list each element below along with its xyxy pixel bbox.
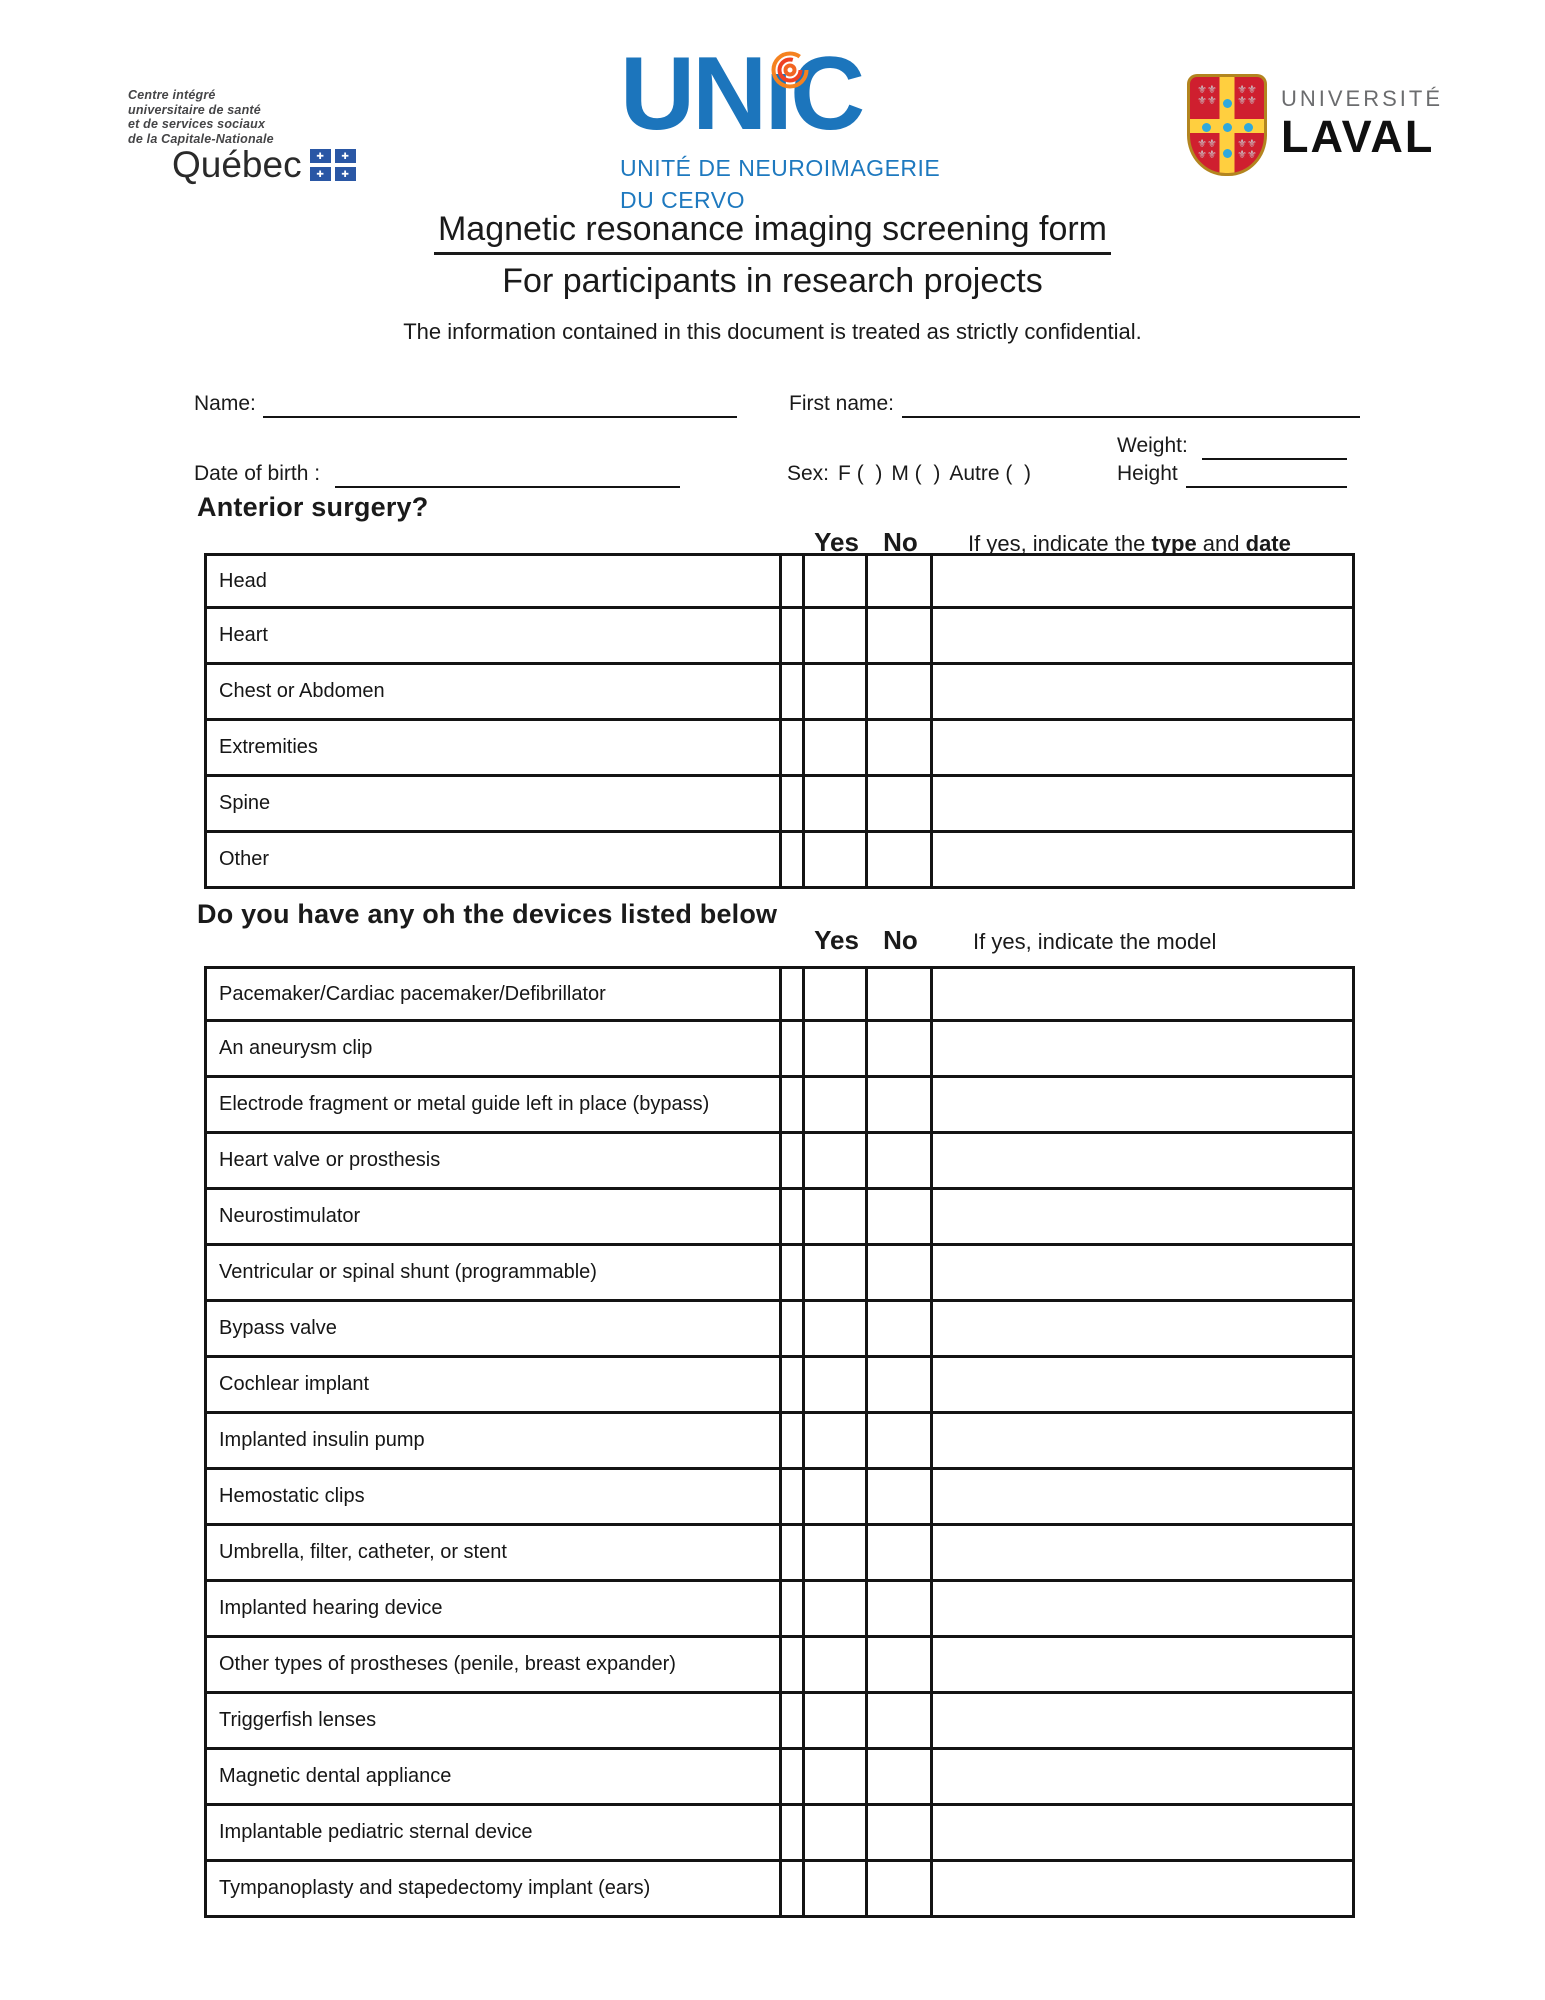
- confidentiality-note: The information contained in this document is treated as strictly confidential.: [403, 319, 1142, 344]
- surgery-row-label: Head: [204, 553, 782, 609]
- device-row-label: Bypass valve: [204, 1302, 782, 1358]
- no-cell[interactable]: [868, 665, 933, 721]
- quebec-wordmark: Québec: [172, 144, 302, 185]
- surgery-if-yes-note: If yes, indicate the type and date: [968, 531, 1291, 556]
- table-row: [204, 1806, 1355, 1862]
- no-cell[interactable]: [868, 1470, 933, 1526]
- sex-option-autre[interactable]: Autre ( ): [949, 462, 1032, 485]
- no-cell[interactable]: [868, 721, 933, 777]
- no-cell[interactable]: [868, 1302, 933, 1358]
- sex-label: Sex:: [787, 462, 830, 485]
- table-row: [204, 833, 1355, 889]
- laval-name-text: LAVAL: [1281, 111, 1435, 162]
- yes-cell[interactable]: [805, 1806, 868, 1862]
- surgery-row-label: Heart: [204, 609, 782, 665]
- spacer-cell: [782, 1190, 805, 1246]
- no-cell[interactable]: [868, 1246, 933, 1302]
- flag-square-icon: [335, 167, 356, 181]
- unic-brain-spiral-icon: [770, 50, 810, 90]
- type-date-cell[interactable]: [933, 833, 1355, 889]
- no-cell[interactable]: [868, 1750, 933, 1806]
- table-row: [204, 966, 1355, 1022]
- spacer-cell: [782, 721, 805, 777]
- spacer-cell: [782, 1302, 805, 1358]
- spacer-cell: [782, 1638, 805, 1694]
- table-row: [204, 721, 1355, 777]
- surgery-no-header: No: [883, 527, 918, 557]
- table-row: [204, 777, 1355, 833]
- device-row-label: Implantable pediatric sternal device: [204, 1806, 782, 1862]
- table-row: [204, 1078, 1355, 1134]
- surgery-row-label: Chest or Abdomen: [204, 665, 782, 721]
- name-line[interactable]: [263, 392, 737, 418]
- shield-dot-icon: [1202, 123, 1211, 132]
- devices-if-yes-note: If yes, indicate the model: [973, 929, 1217, 954]
- universite-laval-logo: [1187, 74, 1443, 176]
- device-row-label: Ventricular or spinal shunt (programmable): [204, 1246, 782, 1302]
- table-row: [204, 1582, 1355, 1638]
- yes-cell[interactable]: [805, 777, 868, 833]
- weight-line[interactable]: [1202, 434, 1347, 460]
- spacer-cell: [782, 1526, 805, 1582]
- shield-dot-icon: [1244, 123, 1253, 132]
- quebec-flag-icon: [310, 149, 356, 181]
- table-row: [204, 1358, 1355, 1414]
- ciusss-line: de la Capitale-Nationale: [128, 131, 274, 146]
- anterior-surgery-heading: Anterior surgery?: [197, 492, 429, 522]
- yes-cell[interactable]: [805, 665, 868, 721]
- model-cell[interactable]: [933, 1582, 1355, 1638]
- no-cell[interactable]: [868, 833, 933, 889]
- spacer-cell: [782, 1414, 805, 1470]
- model-cell[interactable]: [933, 1246, 1355, 1302]
- model-cell[interactable]: [933, 1638, 1355, 1694]
- model-cell[interactable]: [933, 1526, 1355, 1582]
- spacer-cell: [782, 1582, 805, 1638]
- spacer-cell: [782, 1078, 805, 1134]
- model-cell[interactable]: [933, 1414, 1355, 1470]
- device-row-label: Heart valve or prosthesis: [204, 1134, 782, 1190]
- device-row-label: Cochlear implant: [204, 1358, 782, 1414]
- spacer-cell: [782, 1358, 805, 1414]
- yes-cell[interactable]: [805, 1022, 868, 1078]
- table-row: [204, 1302, 1355, 1358]
- device-row-label: Implanted hearing device: [204, 1582, 782, 1638]
- spacer-cell: [782, 1470, 805, 1526]
- model-cell[interactable]: [933, 1358, 1355, 1414]
- model-cell[interactable]: [933, 1862, 1355, 1918]
- unic-subtitle-line2: DU CERVO: [620, 187, 745, 213]
- surgery-row-label: Other: [204, 833, 782, 889]
- no-cell[interactable]: [868, 1134, 933, 1190]
- no-cell[interactable]: [868, 1582, 933, 1638]
- spacer-cell: [782, 966, 805, 1022]
- device-row-label: Other types of prostheses (penile, breast expander): [204, 1638, 782, 1694]
- device-row-label: Umbrella, filter, catheter, or stent: [204, 1526, 782, 1582]
- unic-letter-c: C: [790, 36, 863, 152]
- devices-heading: Do you have any oh the devices listed below: [197, 899, 778, 929]
- no-cell[interactable]: [868, 1190, 933, 1246]
- no-cell[interactable]: [868, 1078, 933, 1134]
- sex-option-m[interactable]: M ( ): [891, 462, 941, 485]
- no-cell[interactable]: [868, 1022, 933, 1078]
- no-cell[interactable]: [868, 1694, 933, 1750]
- table-row: [204, 1022, 1355, 1078]
- model-cell[interactable]: [933, 1078, 1355, 1134]
- model-cell[interactable]: [933, 1806, 1355, 1862]
- unic-wordmark: [620, 36, 950, 152]
- yes-cell[interactable]: [805, 1526, 868, 1582]
- device-row-label: An aneurysm clip: [204, 1022, 782, 1078]
- shield-quadrant-icons: [1194, 85, 1220, 107]
- flag-square-icon: [310, 149, 331, 163]
- spacer-cell: [782, 609, 805, 665]
- no-cell[interactable]: [868, 609, 933, 665]
- device-row-label: Tympanoplasty and stapedectomy implant (ears): [204, 1862, 782, 1918]
- form-title: Magnetic resonance imaging screening form: [434, 210, 1111, 255]
- name-label: Name:: [194, 392, 256, 415]
- table-row: [204, 609, 1355, 665]
- spacer-cell: [782, 833, 805, 889]
- flag-square-icon: [335, 149, 356, 163]
- device-row-label: Hemostatic clips: [204, 1470, 782, 1526]
- no-cell[interactable]: [868, 1414, 933, 1470]
- model-cell[interactable]: [933, 1022, 1355, 1078]
- device-row-label: Implanted insulin pump: [204, 1414, 782, 1470]
- no-cell[interactable]: [868, 1638, 933, 1694]
- table-row: [204, 1694, 1355, 1750]
- surgery-yes-header: Yes: [814, 527, 859, 557]
- yes-cell[interactable]: [805, 1414, 868, 1470]
- shield-quadrant-icons: [1194, 139, 1220, 161]
- spacer-cell: [782, 665, 805, 721]
- yes-cell[interactable]: [805, 1190, 868, 1246]
- anterior-surgery-table: [204, 553, 1355, 889]
- device-row-label: Magnetic dental appliance: [204, 1750, 782, 1806]
- no-cell[interactable]: [868, 1862, 933, 1918]
- shield-dot-icon: [1223, 149, 1232, 158]
- shield-dot-icon: [1223, 123, 1232, 132]
- yes-cell[interactable]: [805, 1470, 868, 1526]
- table-row: [204, 1414, 1355, 1470]
- type-date-cell[interactable]: [933, 721, 1355, 777]
- shield-quadrant-icons: [1234, 85, 1260, 107]
- unic-logo: [620, 36, 950, 214]
- surgery-row-label: Spine: [204, 777, 782, 833]
- spacer-cell: [782, 1022, 805, 1078]
- device-row-label: Pacemaker/Cardiac pacemaker/Defibrillator: [204, 966, 782, 1022]
- yes-cell[interactable]: [805, 1694, 868, 1750]
- model-cell[interactable]: [933, 1694, 1355, 1750]
- spacer-cell: [782, 1134, 805, 1190]
- type-date-cell[interactable]: [933, 777, 1355, 833]
- date-of-birth-line[interactable]: [335, 462, 680, 488]
- type-date-cell[interactable]: [933, 665, 1355, 721]
- height-label: Height: [1117, 462, 1178, 485]
- table-row: [204, 1134, 1355, 1190]
- devices-table: [204, 966, 1355, 1918]
- spacer-cell: [782, 1694, 805, 1750]
- table-row: [204, 1190, 1355, 1246]
- yes-cell[interactable]: [805, 1078, 868, 1134]
- surgery-row-label: Extremities: [204, 721, 782, 777]
- spacer-cell: [782, 1246, 805, 1302]
- unic-letter-i: ı: [764, 36, 791, 152]
- shield-quadrant-icons: [1234, 139, 1260, 161]
- ciusss-line: Centre intégré: [128, 88, 216, 102]
- model-cell[interactable]: [933, 1470, 1355, 1526]
- type-date-cell[interactable]: [933, 609, 1355, 665]
- type-date-cell[interactable]: [933, 553, 1355, 609]
- spacer-cell: [782, 1750, 805, 1806]
- yes-cell[interactable]: [805, 721, 868, 777]
- sex-option-f[interactable]: F ( ): [838, 462, 883, 485]
- no-cell[interactable]: [868, 553, 933, 609]
- form-subtitle: For participants in research projects: [502, 262, 1043, 300]
- table-row: [204, 1638, 1355, 1694]
- yes-cell[interactable]: [805, 966, 868, 1022]
- yes-cell[interactable]: [805, 833, 868, 889]
- ciusss-capitale-nationale-logo: [128, 88, 368, 183]
- table-row: [204, 1862, 1355, 1918]
- first-name-line[interactable]: [902, 392, 1360, 418]
- spacer-cell: [782, 553, 805, 609]
- model-cell[interactable]: [933, 1302, 1355, 1358]
- table-row: [204, 665, 1355, 721]
- yes-cell[interactable]: [805, 609, 868, 665]
- laval-universite-text: UNIVERSITÉ: [1281, 86, 1444, 111]
- devices-yes-header: Yes: [814, 925, 859, 955]
- yes-cell[interactable]: [805, 1246, 868, 1302]
- device-row-label: Triggerfish lenses: [204, 1694, 782, 1750]
- no-cell[interactable]: [868, 777, 933, 833]
- model-cell[interactable]: [933, 1750, 1355, 1806]
- table-row: [204, 1750, 1355, 1806]
- height-line[interactable]: [1186, 462, 1347, 488]
- no-cell[interactable]: [868, 1526, 933, 1582]
- yes-cell[interactable]: [805, 1750, 868, 1806]
- unic-letters-un: UN: [620, 36, 765, 152]
- spacer-cell: [782, 1862, 805, 1918]
- unic-subtitle-line1: UNITÉ DE NEUROIMAGERIE: [620, 155, 941, 181]
- device-row-label: Electrode fragment or metal guide left in place (bypass): [204, 1078, 782, 1134]
- laval-shield-icon: [1187, 74, 1267, 176]
- flag-square-icon: [310, 167, 331, 181]
- date-of-birth-label: Date of birth :: [194, 462, 321, 485]
- yes-cell[interactable]: [805, 1358, 868, 1414]
- table-row: [204, 1526, 1355, 1582]
- model-cell[interactable]: [933, 1134, 1355, 1190]
- model-cell[interactable]: [933, 1190, 1355, 1246]
- model-cell[interactable]: [933, 966, 1355, 1022]
- yes-cell[interactable]: [805, 1134, 868, 1190]
- devices-no-header: No: [883, 925, 918, 955]
- table-row: [204, 1470, 1355, 1526]
- device-row-label: Neurostimulator: [204, 1190, 782, 1246]
- first-name-label: First name:: [789, 392, 895, 415]
- no-cell[interactable]: [868, 966, 933, 1022]
- yes-cell[interactable]: [805, 1638, 868, 1694]
- ciusss-logo-text: [128, 88, 368, 146]
- ciusss-line: et de services sociaux: [128, 117, 266, 131]
- shield-dot-icon: [1223, 99, 1232, 108]
- ciusss-line: universitaire de santé: [128, 102, 261, 117]
- no-cell[interactable]: [868, 1358, 933, 1414]
- yes-cell[interactable]: [805, 1862, 868, 1918]
- table-row: [204, 1246, 1355, 1302]
- spacer-cell: [782, 1806, 805, 1862]
- yes-cell[interactable]: [805, 553, 868, 609]
- sex-field: [787, 462, 1031, 486]
- weight-label: Weight:: [1117, 434, 1194, 457]
- yes-cell[interactable]: [805, 1582, 868, 1638]
- yes-cell[interactable]: [805, 1302, 868, 1358]
- table-row: [204, 553, 1355, 609]
- no-cell[interactable]: [868, 1806, 933, 1862]
- spacer-cell: [782, 777, 805, 833]
